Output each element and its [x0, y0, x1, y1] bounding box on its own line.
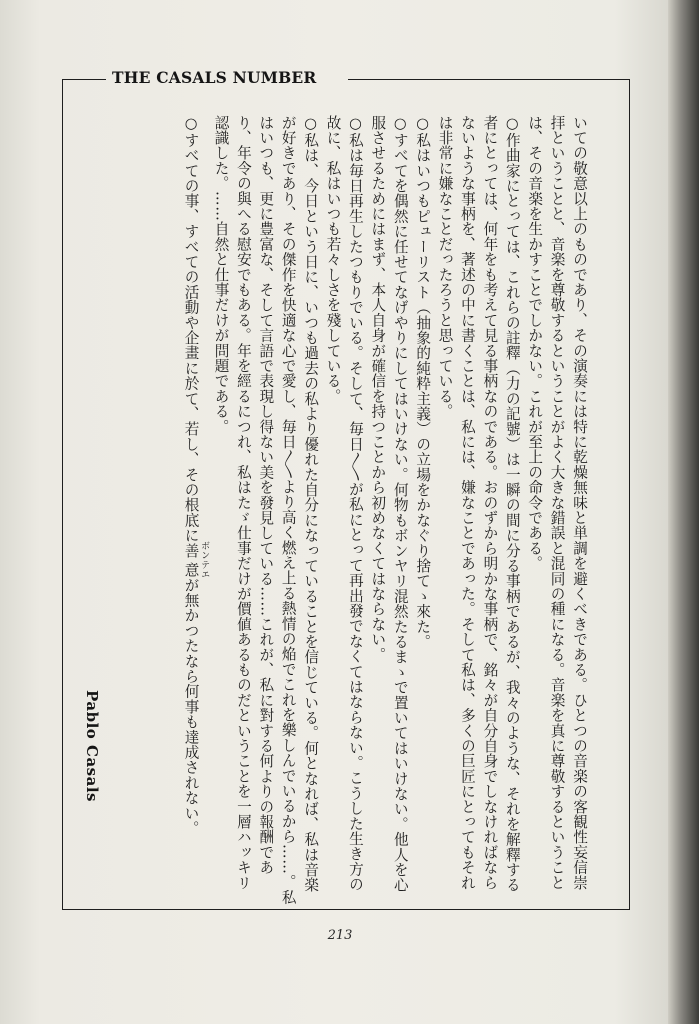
paragraph-goodwill: ○すべての事、すべての活動や企畫に於て、若し、その根底に善意 ボンテエが無かつたなら何事も達成されない。: [182, 115, 210, 836]
ruby-reading: ボンテエ: [199, 541, 210, 580]
page-number: 213: [327, 928, 353, 943]
article-body: [179, 115, 590, 905]
paragraph-better-self: ○私は、今日という日に、いつも過去の私より優れた自分になっていることを信じている。何となれば、私は音楽が好きであり、その傑作を快適な心で愛し、毎日〱より高く燃え上る熱情の焔でこれを樂しんでいるから……。私はいつも、更に豊富な、そして言語で表現し得ない美を發見している……これが、私に對する何よりの報酬であり、年令の與へる慰安でもある。年を經るにつれ、私はたゞ仕事だけが價値あるものだということを一層ハッキリ認識した。……自然と仕事だけが問題である。: [212, 115, 320, 905]
paragraph-composer-notation: ○作曲家にとっては、これらの註釋（力の記號）は一瞬の間に分る事柄であるが、我々のような、それを解釋する者にとっては、何年をも考えて見る事柄なのである。おのずから明かな事柄で、銘々が自分自身でしなければならないような事柄を、著述の中に書くことは、私には、嫌なことであった。そして私は、多くの巨匠にとってもそれは非常に嫌なことだったろうと思っている。: [436, 115, 521, 893]
book-spine-shadow: [668, 0, 699, 1024]
paragraph-reborn-daily: ○私は毎日再生したつもりでいる。そして、毎日〱が私にとって再出發でなくてはならない。こうした生き方の故に、私はいつも若々しさを殘している。: [324, 115, 364, 892]
running-header: THE CASALS NUMBER: [112, 68, 317, 87]
author-signature: Pablo Casals: [83, 690, 101, 802]
paragraph-continued: いての敬意以上のものであり、その演奏には特に乾燥無味と単調を避くべきである。ひとつの音楽の客観性妄信崇拝ということと、音楽を尊敬するということがよく大きな錯誤と混同の種になる。音楽を真に尊敬するということは、その音楽を生かすことでしかない。これが至上の命令である。: [526, 115, 588, 891]
paragraph-conviction: ○すべてを偶然に任せてなげやりにしてはいけない。何物もボンヤリ混然たるまゝで置いてはいけない。他人を心服させるためにはまず、本人自身が確信を持つことから初めなくてはならない。: [369, 115, 409, 893]
paragraph-purist: ○私はいつもピューリスト（抽象的純粋主義）の立場をかなぐり捨てゝ來た。: [414, 115, 432, 650]
ruby-goodwill: 善意 ボンテエ: [182, 541, 210, 580]
